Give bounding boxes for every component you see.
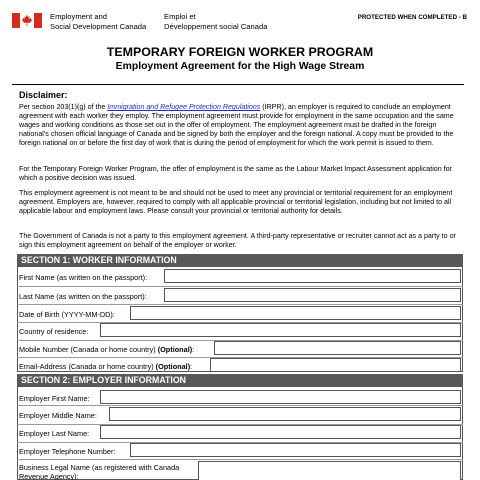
employer-middle-name-input[interactable] [109, 407, 461, 421]
page-subtitle: Employment Agreement for the High Wage Stream [115, 61, 365, 72]
row-divider [17, 459, 463, 460]
worker-country-label: Country of residence: [19, 327, 89, 336]
row-divider [17, 405, 463, 406]
disclaimer-heading: Disclaimer: [19, 90, 68, 100]
worker-last-name-label: Last Name (as written on the passport): [19, 292, 147, 301]
protected-label: PROTECTED WHEN COMPLETED - B [357, 14, 467, 21]
disclaimer-paragraph-3: This employment agreement is not meant to be and should not be used to meet any provincial or territorial requirement for an employment agreement. Employers are, however, required to comply with all applicable provincial or territorial legislation, including but not limited to all applicable labour and employment laws. Please consult your provincial or territorial authority for details. [19, 189, 453, 215]
business-legal-name-label: Business Legal Name (as registered with Canada Revenue Agency): [19, 463, 180, 480]
business-legal-name-input[interactable] [198, 461, 461, 480]
worker-mobile-input[interactable] [214, 341, 461, 355]
employer-last-name-input[interactable] [100, 425, 461, 439]
employer-first-name-input[interactable] [100, 390, 461, 404]
page-title: TEMPORARY FOREIGN WORKER PROGRAM [106, 45, 374, 59]
section-2-header: SECTION 2: EMPLOYER INFORMATION [17, 374, 463, 387]
employer-phone-input[interactable] [130, 443, 461, 457]
page-header [0, 0, 480, 38]
row-divider [17, 286, 463, 287]
worker-first-name-label: First Name (as written on the passport): [19, 273, 148, 282]
disclaimer-paragraph-4: The Government of Canada is not a party to this employment agreement. A third-party representative or recruiter cannot act as a party to or sign this employment agreement on behalf of the employer or worker. [19, 232, 456, 249]
employer-middle-name-label: Employer Middle Name: [19, 411, 97, 420]
department-name-en: Employment and Social Development Canada [50, 12, 147, 31]
worker-dob-label: Date of Birth (YYYY-MM-DD): [19, 310, 115, 319]
worker-last-name-input[interactable] [164, 288, 461, 302]
employer-last-name-label: Employer Last Name: [19, 429, 90, 438]
disclaimer-paragraph-2: For the Temporary Foreign Worker Program, the offer of employment is the same as the Labour Market Impact Assessment application for which a positive decision was issued. [19, 165, 452, 182]
worker-mobile-label: Mobile Number (Canada or home country) (Optional): [19, 345, 195, 354]
section-1-header: SECTION 1: WORKER INFORMATION [17, 254, 463, 267]
irpr-link[interactable]: Immigration and Refugee Protection Regulations [107, 103, 261, 111]
worker-country-input[interactable] [100, 323, 461, 337]
disclaimer-paragraph-1: Per section 203(1)(g) of the Immigration and Refugee Protection Regulations (IRPR), an employer is required to conclude an employment agreement with each worker they employ. The employment agreement must provide for employment in the same occupation and the same wages and working conditions as those set out in the offer of employment. The employment agreement must be drafted in the foreign national’s chosen official language of Canada and be signed by both the employer and the foreign national. A copy must be provided to the foreign national on or before the first day of work that is during the period of employment for which the work permit is issued to them. [19, 103, 454, 147]
worker-email-label: Email-Address (Canada or home country) (Optional): [19, 362, 193, 371]
department-name-fr: Emploi et Développement social Canada [164, 12, 268, 31]
employer-first-name-label: Employer First Name: [19, 394, 90, 403]
canada-flag-icon [12, 13, 42, 28]
worker-dob-input[interactable] [130, 306, 461, 320]
title-divider [12, 84, 464, 85]
worker-first-name-input[interactable] [164, 269, 461, 283]
employer-phone-label: Employer Telephone Number: [19, 447, 116, 456]
worker-email-input[interactable] [210, 358, 461, 372]
row-divider [17, 304, 463, 305]
